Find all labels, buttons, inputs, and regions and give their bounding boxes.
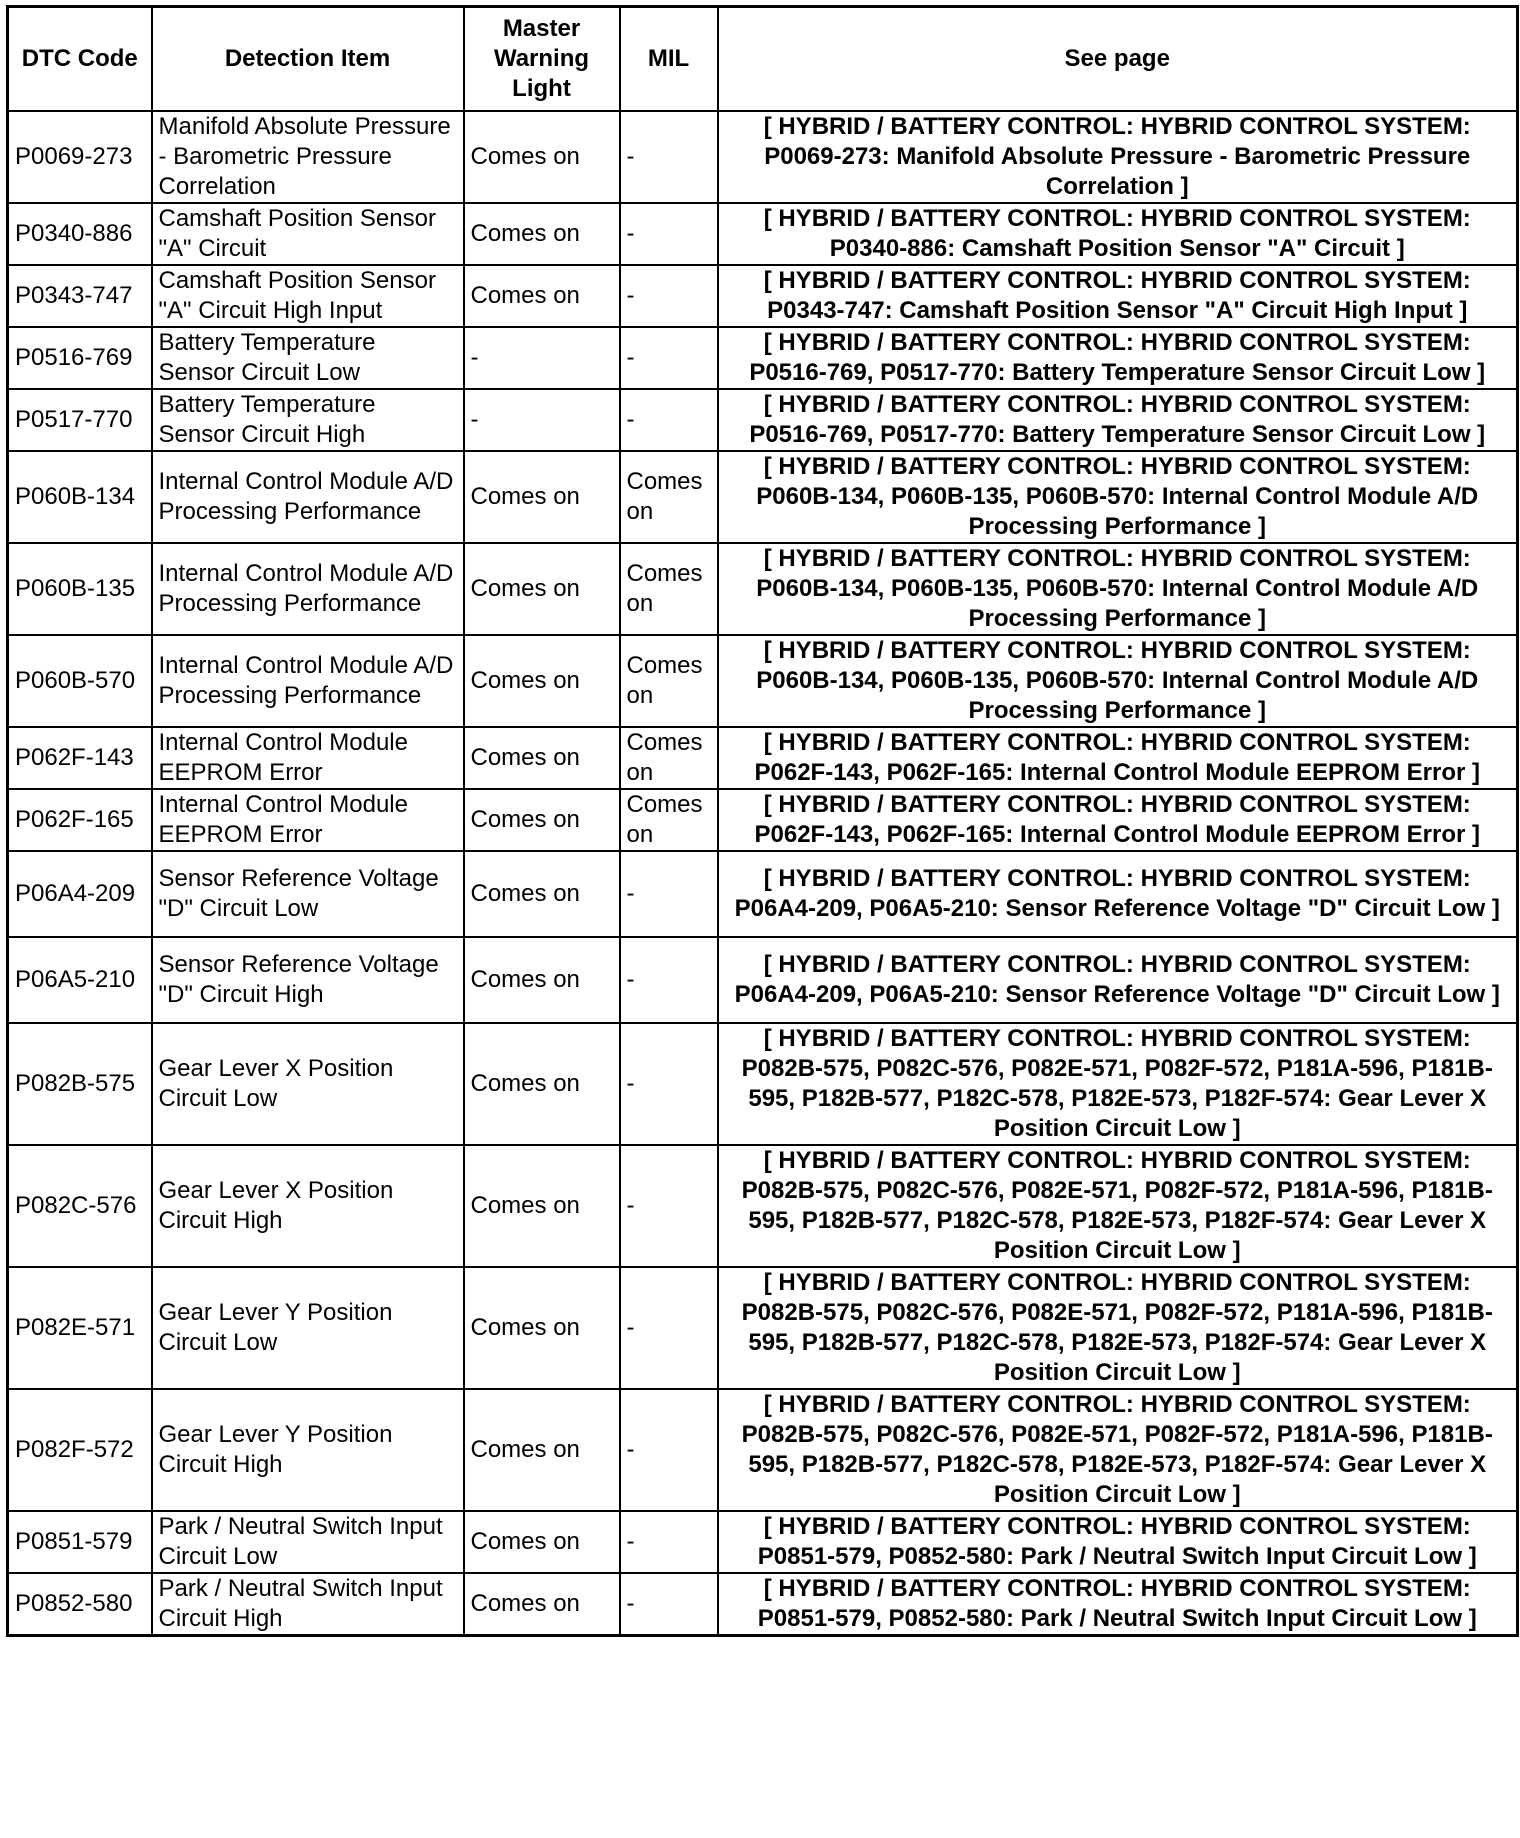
master-warning-light-cell: Comes on [464,1267,620,1389]
detection-item-cell: Internal Control Module A/D Processing Performance [152,635,464,727]
mil-cell: Comes on [620,727,718,789]
mil-cell: - [620,1389,718,1511]
see-page-link[interactable]: [ HYBRID / BATTERY CONTROL: HYBRID CONTROL SYSTEM: P0851-579, P0852-580: Park / Neutral Switch Input Circuit Low ] [718,1573,1518,1636]
see-page-link[interactable]: [ HYBRID / BATTERY CONTROL: HYBRID CONTROL SYSTEM: P062F-143, P062F-165: Internal Control Module EEPROM Error ] [718,789,1518,851]
table-row [8,727,1518,789]
table-row [8,203,1518,265]
detection-item-cell: Internal Control Module EEPROM Error [152,727,464,789]
table-row [8,789,1518,851]
detection-item-cell: Camshaft Position Sensor "A" Circuit [152,203,464,265]
table-row [8,1145,1518,1267]
dtc-code-cell: P06A5-210 [8,937,152,1023]
mil-cell: - [620,203,718,265]
detection-item-cell: Battery Temperature Sensor Circuit High [152,389,464,451]
mil-cell: - [620,265,718,327]
see-page-link[interactable]: [ HYBRID / BATTERY CONTROL: HYBRID CONTROL SYSTEM: P0516-769, P0517-770: Battery Temperature Sensor Circuit Low ] [718,327,1518,389]
dtc-code-cell: P060B-134 [8,451,152,543]
see-page-link[interactable]: [ HYBRID / BATTERY CONTROL: HYBRID CONTROL SYSTEM: P0516-769, P0517-770: Battery Temperature Sensor Circuit Low ] [718,389,1518,451]
dtc-code-cell: P082E-571 [8,1267,152,1389]
dtc-code-cell: P082F-572 [8,1389,152,1511]
mil-cell: - [620,937,718,1023]
table-row [8,451,1518,543]
see-page-link[interactable]: [ HYBRID / BATTERY CONTROL: HYBRID CONTROL SYSTEM: P0851-579, P0852-580: Park / Neutral Switch Input Circuit Low ] [718,1511,1518,1573]
detection-item-cell: Camshaft Position Sensor "A" Circuit High Input [152,265,464,327]
master-warning-light-cell: Comes on [464,203,620,265]
dtc-code-cell: P0343-747 [8,265,152,327]
master-warning-light-cell: Comes on [464,635,620,727]
dtc-table-body [8,111,1518,1636]
dtc-code-cell: P0852-580 [8,1573,152,1636]
table-row [8,635,1518,727]
master-warning-light-cell: Comes on [464,789,620,851]
see-page-link[interactable]: [ HYBRID / BATTERY CONTROL: HYBRID CONTROL SYSTEM: P060B-134, P060B-135, P060B-570: Internal Control Module A/D Processing Performance ] [718,543,1518,635]
header-mil: MIL [620,7,718,111]
master-warning-light-cell: - [464,327,620,389]
detection-item-cell: Gear Lever Y Position Circuit Low [152,1267,464,1389]
table-row [8,937,1518,1023]
see-page-link[interactable]: [ HYBRID / BATTERY CONTROL: HYBRID CONTROL SYSTEM: P082B-575, P082C-576, P082E-571, P082F-572, P181A-596, P181B-595, P182B-577, P182C-578, P182E-573, P182F-574: Gear Lever X Position Circuit Low ] [718,1267,1518,1389]
table-row [8,1511,1518,1573]
mil-cell: Comes on [620,789,718,851]
mil-cell: - [620,389,718,451]
dtc-table-header [8,7,1518,111]
dtc-code-cell: P062F-165 [8,789,152,851]
master-warning-light-cell: Comes on [464,1511,620,1573]
master-warning-light-cell: Comes on [464,727,620,789]
detection-item-cell: Battery Temperature Sensor Circuit Low [152,327,464,389]
mil-cell: Comes on [620,451,718,543]
detection-item-cell: Park / Neutral Switch Input Circuit High [152,1573,464,1636]
master-warning-light-cell: Comes on [464,1145,620,1267]
master-warning-light-cell: Comes on [464,1573,620,1636]
header-see-page: See page [718,7,1518,111]
mil-cell: - [620,1511,718,1573]
table-row [8,1573,1518,1636]
mil-cell: - [620,111,718,203]
master-warning-light-cell: Comes on [464,851,620,937]
master-warning-light-cell: Comes on [464,1389,620,1511]
see-page-link[interactable]: [ HYBRID / BATTERY CONTROL: HYBRID CONTROL SYSTEM: P06A4-209, P06A5-210: Sensor Reference Voltage "D" Circuit Low ] [718,937,1518,1023]
mil-cell: - [620,1267,718,1389]
dtc-code-cell: P0340-886 [8,203,152,265]
table-row [8,1267,1518,1389]
detection-item-cell: Park / Neutral Switch Input Circuit Low [152,1511,464,1573]
table-row [8,265,1518,327]
table-row [8,327,1518,389]
dtc-code-cell: P082B-575 [8,1023,152,1145]
detection-item-cell: Gear Lever Y Position Circuit High [152,1389,464,1511]
master-warning-light-cell: Comes on [464,451,620,543]
master-warning-light-cell: - [464,389,620,451]
header-master-warning-light: Master Warning Light [464,7,620,111]
header-detection-item: Detection Item [152,7,464,111]
header-row [8,7,1518,111]
dtc-code-cell: P062F-143 [8,727,152,789]
table-row [8,1389,1518,1511]
table-row [8,111,1518,203]
mil-cell: - [620,851,718,937]
header-dtc-code: DTC Code [8,7,152,111]
dtc-table-container [6,5,1516,1637]
see-page-link[interactable]: [ HYBRID / BATTERY CONTROL: HYBRID CONTROL SYSTEM: P082B-575, P082C-576, P082E-571, P082F-572, P181A-596, P181B-595, P182B-577, P182C-578, P182E-573, P182F-574: Gear Lever X Position Circuit Low ] [718,1023,1518,1145]
detection-item-cell: Sensor Reference Voltage "D" Circuit High [152,937,464,1023]
see-page-link[interactable]: [ HYBRID / BATTERY CONTROL: HYBRID CONTROL SYSTEM: P082B-575, P082C-576, P082E-571, P082F-572, P181A-596, P181B-595, P182B-577, P182C-578, P182E-573, P182F-574: Gear Lever X Position Circuit Low ] [718,1145,1518,1267]
detection-item-cell: Gear Lever X Position Circuit High [152,1145,464,1267]
see-page-link[interactable]: [ HYBRID / BATTERY CONTROL: HYBRID CONTROL SYSTEM: P0069-273: Manifold Absolute Pressure - Barometric Pressure Correlation ] [718,111,1518,203]
mil-cell: - [620,1145,718,1267]
see-page-link[interactable]: [ HYBRID / BATTERY CONTROL: HYBRID CONTROL SYSTEM: P062F-143, P062F-165: Internal Control Module EEPROM Error ] [718,727,1518,789]
dtc-code-cell: P0516-769 [8,327,152,389]
detection-item-cell: Internal Control Module EEPROM Error [152,789,464,851]
see-page-link[interactable]: [ HYBRID / BATTERY CONTROL: HYBRID CONTROL SYSTEM: P060B-134, P060B-135, P060B-570: Internal Control Module A/D Processing Performance ] [718,451,1518,543]
dtc-code-cell: P0517-770 [8,389,152,451]
master-warning-light-cell: Comes on [464,543,620,635]
table-row [8,851,1518,937]
see-page-link[interactable]: [ HYBRID / BATTERY CONTROL: HYBRID CONTROL SYSTEM: P06A4-209, P06A5-210: Sensor Reference Voltage "D" Circuit Low ] [718,851,1518,937]
master-warning-light-cell: Comes on [464,1023,620,1145]
mil-cell: Comes on [620,635,718,727]
mil-cell: Comes on [620,543,718,635]
dtc-code-cell: P06A4-209 [8,851,152,937]
see-page-link[interactable]: [ HYBRID / BATTERY CONTROL: HYBRID CONTROL SYSTEM: P082B-575, P082C-576, P082E-571, P082F-572, P181A-596, P181B-595, P182B-577, P182C-578, P182E-573, P182F-574: Gear Lever X Position Circuit Low ] [718,1389,1518,1511]
dtc-table [6,5,1519,1637]
master-warning-light-cell: Comes on [464,265,620,327]
mil-cell: - [620,1573,718,1636]
table-row [8,543,1518,635]
see-page-link[interactable]: [ HYBRID / BATTERY CONTROL: HYBRID CONTROL SYSTEM: P0340-886: Camshaft Position Sensor "A" Circuit ] [718,203,1518,265]
dtc-code-cell: P0069-273 [8,111,152,203]
detection-item-cell: Sensor Reference Voltage "D" Circuit Low [152,851,464,937]
detection-item-cell: Internal Control Module A/D Processing Performance [152,543,464,635]
dtc-code-cell: P060B-135 [8,543,152,635]
mil-cell: - [620,1023,718,1145]
see-page-link[interactable]: [ HYBRID / BATTERY CONTROL: HYBRID CONTROL SYSTEM: P060B-134, P060B-135, P060B-570: Internal Control Module A/D Processing Performance ] [718,635,1518,727]
detection-item-cell: Internal Control Module A/D Processing Performance [152,451,464,543]
dtc-code-cell: P0851-579 [8,1511,152,1573]
detection-item-cell: Gear Lever X Position Circuit Low [152,1023,464,1145]
dtc-code-cell: P082C-576 [8,1145,152,1267]
detection-item-cell: Manifold Absolute Pressure - Barometric Pressure Correlation [152,111,464,203]
table-row [8,1023,1518,1145]
master-warning-light-cell: Comes on [464,111,620,203]
master-warning-light-cell: Comes on [464,937,620,1023]
dtc-code-cell: P060B-570 [8,635,152,727]
mil-cell: - [620,327,718,389]
see-page-link[interactable]: [ HYBRID / BATTERY CONTROL: HYBRID CONTROL SYSTEM: P0343-747: Camshaft Position Sensor "A" Circuit High Input ] [718,265,1518,327]
table-row [8,389,1518,451]
